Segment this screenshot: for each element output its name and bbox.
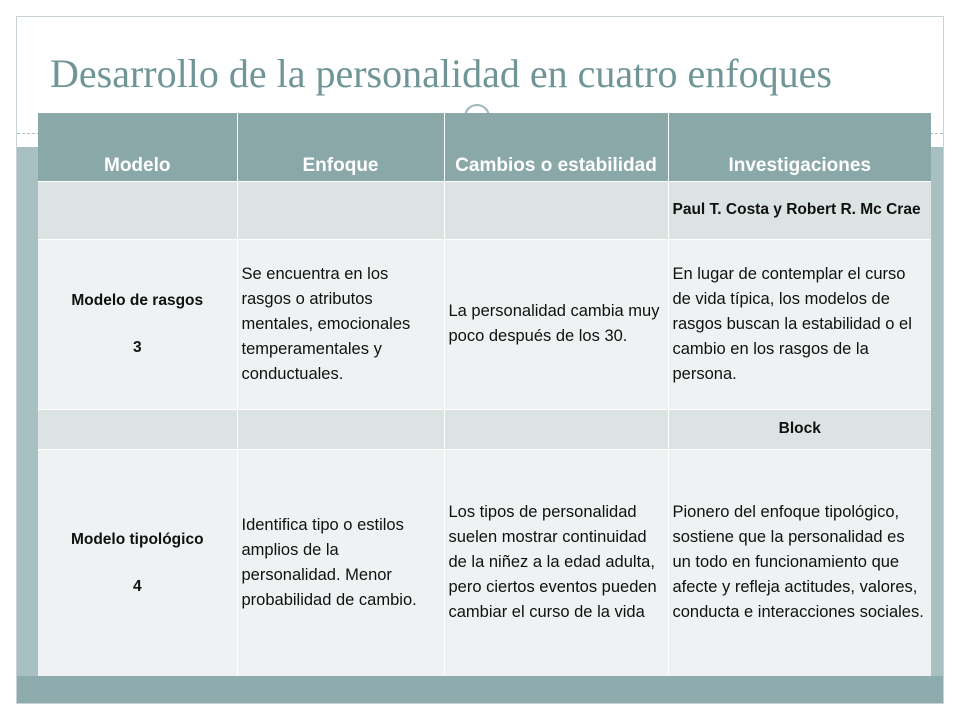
empty-cell [444, 409, 668, 449]
research-cell: En lugar de contemplar el curso de vida típica, los modelos de rasgos buscan la estabilidad o el cambio en los rasgos de la persona. [668, 239, 931, 409]
change-cell: La personalidad cambia muy poco después de los 30. [444, 239, 668, 409]
model-name: Modelo de rasgos [71, 292, 204, 309]
header-investigaciones: Investigaciones [668, 113, 931, 181]
empty-cell [38, 409, 237, 449]
approach-cell: Se encuentra en los rasgos o atributos mentales, emocionales temperamentales y conductuales. [237, 239, 444, 409]
header-enfoque: Enfoque [237, 113, 444, 181]
empty-cell [38, 181, 237, 239]
slide-title: Desarrollo de la personalidad en cuatro enfoques [50, 51, 832, 96]
research-cell: Pionero del enfoque tipológico, sostiene que la personalidad es un todo en funcionamiento que afecte y refleja actitudes, valores, conducta e interacciones sociales. [668, 449, 931, 676]
approach-cell: Identifica tipo o estilos amplios de la personalidad. Menor probabilidad de cambio. [237, 449, 444, 676]
empty-cell [237, 409, 444, 449]
personality-table [38, 113, 931, 676]
header-modelo: Modelo [38, 113, 237, 181]
table-row [38, 409, 931, 449]
empty-cell [237, 181, 444, 239]
researchers-cell: Paul T. Costa y Robert R. Mc Crae [668, 181, 931, 239]
left-accent-band [17, 147, 39, 677]
bottom-accent-band [17, 676, 943, 703]
model-number: 3 [132, 339, 142, 356]
table-header-row [38, 113, 931, 181]
table-row [38, 181, 931, 239]
table-row [38, 239, 931, 409]
empty-cell [444, 181, 668, 239]
change-cell: Los tipos de personalidad suelen mostrar continuidad de la niñez a la edad adulta, pero ciertos eventos pueden cambiar el curso de la vida [444, 449, 668, 676]
table-row [38, 449, 931, 676]
right-accent-band [930, 147, 943, 677]
researchers-cell: Block [668, 409, 931, 449]
model-number: 4 [132, 577, 142, 595]
header-cambios: Cambios o estabilidad [444, 113, 668, 181]
model-cell [38, 239, 237, 409]
model-cell [38, 449, 237, 676]
model-name: Modelo tipológico [70, 530, 204, 548]
